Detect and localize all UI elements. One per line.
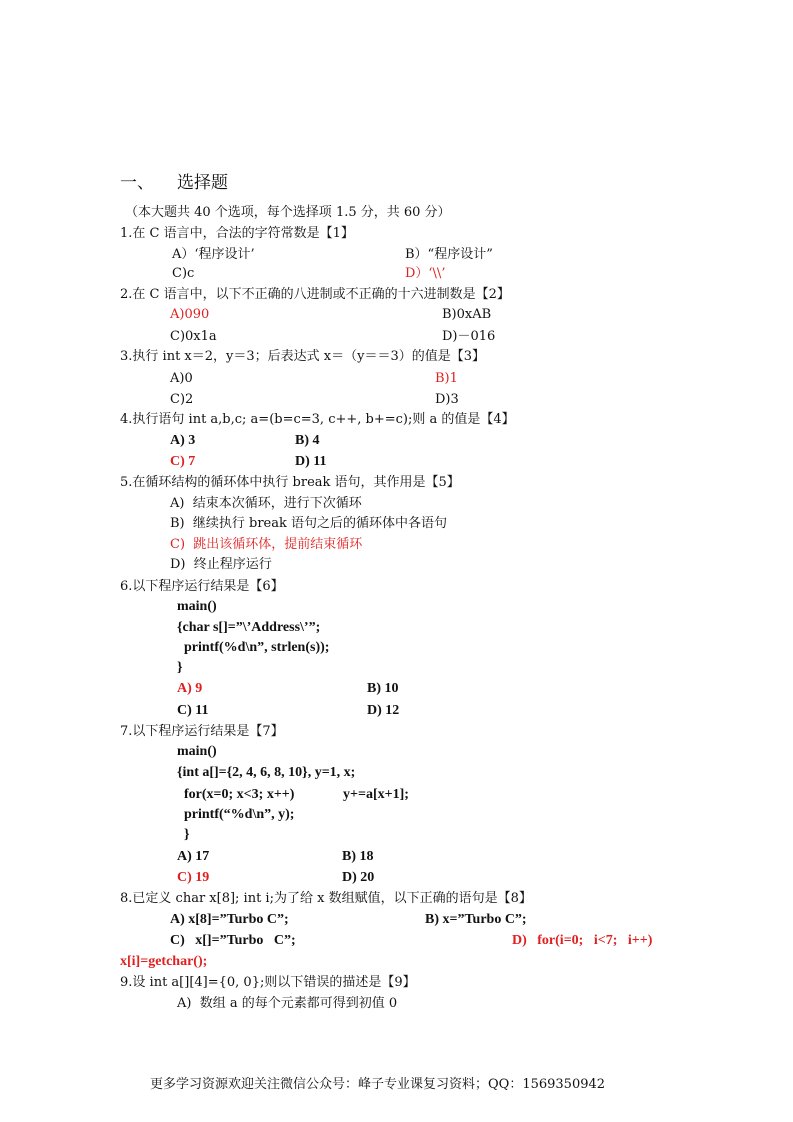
- q6-code-line: main(): [177, 599, 217, 614]
- q8-option-d-answer-cont: x[i]=getchar();: [120, 954, 208, 969]
- q1-option-a: A）‘程序设计’: [172, 247, 255, 262]
- q5-option-d: D) 终止程序运行: [170, 557, 272, 572]
- q7-code-line: {int a[]={2, 4, 6, 8, 10}, y=1, x;: [177, 765, 356, 780]
- q2-option-a-answer: A)090: [170, 307, 210, 322]
- q6-option-a-answer: A) 9: [177, 681, 203, 696]
- q3-option-d: D)3: [435, 392, 459, 407]
- q6-code-line: }: [177, 660, 183, 675]
- q6-option-c: C) 11: [177, 703, 209, 718]
- question-6-stem: 6.以下程序运行结果是【6】: [120, 579, 284, 594]
- q5-option-c-answer: C) 跳出该循环体，提前结束循环: [170, 537, 363, 552]
- q7-option-a: A) 17: [177, 849, 210, 864]
- q4-option-a: A) 3: [170, 433, 196, 448]
- question-1-stem: 1.在 C 语言中，合法的字符常数是【1】: [120, 226, 354, 241]
- question-5-stem: 5.在循环结构的循环体中执行 break 语句，其作用是【5】: [120, 475, 460, 490]
- q2-option-b: B)0xAB: [442, 307, 492, 322]
- q4-option-c-answer: C) 7: [170, 454, 196, 469]
- q6-code-line: printf(%d\n”, strlen(s));: [177, 640, 330, 655]
- q9-option-a: A) 数组 a 的每个元素都可得到初值 0: [177, 996, 398, 1011]
- q5-option-a: A) 结束本次循环，进行下次循环: [170, 496, 362, 511]
- question-2-stem: 2.在 C 语言中，以下不正确的八进制或不正确的十六进制数是【2】: [120, 287, 510, 302]
- section-number: 一、: [120, 173, 154, 193]
- q8-option-d-answer: D) for(i=0; i<7; i++): [512, 933, 653, 948]
- q4-option-b: B) 4: [295, 433, 320, 448]
- question-9-stem: 9.设 int a[][4]={0, 0};则以下错误的描述是【9】: [120, 975, 416, 990]
- q6-option-d: D) 12: [367, 703, 400, 718]
- q8-option-a: A) x[8]=”Turbo C”;: [170, 912, 289, 927]
- footer-text: 更多学习资源欢迎关注微信公众号：峰子专业课复习资料；QQ：1569350942: [150, 1077, 606, 1092]
- q4-option-d: D) 11: [295, 454, 327, 469]
- q1-option-b: B）“程序设计”: [405, 247, 493, 262]
- q7-option-b: B) 18: [342, 849, 374, 864]
- q2-option-d: D)－016: [442, 329, 496, 344]
- q1-option-c: C)c: [172, 266, 195, 281]
- q7-option-d: D) 20: [342, 870, 375, 885]
- q7-code-line: y+=a[x+1];: [343, 787, 409, 802]
- q3-option-c: C)2: [170, 392, 194, 407]
- section-note: （本大题共 40 个选项，每个选择项 1.5 分，共 60 分）: [125, 205, 451, 220]
- q7-code-line: }: [177, 827, 190, 842]
- question-3-stem: 3.执行 int x＝2，y＝3；后表达式 x＝（y＝＝3）的值是【3】: [120, 349, 485, 364]
- q7-code-line: printf(“%d\n”, y);: [177, 807, 295, 822]
- q7-code-line: for(x=0; x<3; x++): [177, 787, 295, 802]
- q3-option-b-answer: B)1: [435, 371, 458, 386]
- q8-option-b: B) x=”Turbo C”;: [425, 912, 527, 927]
- question-7-stem: 7.以下程序运行结果是【7】: [120, 724, 284, 739]
- question-8-stem: 8.已定义 char x[8]; int i;为了给 x 数组赋值，以下正确的语句是【8】: [120, 891, 532, 906]
- q2-option-c: C)0x1a: [170, 329, 217, 344]
- q3-option-a: A)0: [170, 371, 193, 386]
- q6-option-b: B) 10: [367, 681, 399, 696]
- q6-code-line: {char s[]=”\’Address\’”;: [177, 620, 321, 635]
- q5-option-b: B) 继续执行 break 语句之后的循环体中各语句: [170, 516, 448, 531]
- q8-option-c: C) x[]=”Turbo C”;: [170, 933, 296, 948]
- section-title: 选择题: [177, 173, 228, 193]
- q7-code-line: main(): [177, 744, 217, 759]
- q7-option-c-answer: C) 19: [177, 870, 210, 885]
- question-4-stem: 4.执行语句 int a,b,c; a=(b=c=3, c++, b+=c);则 a 的值是【4】: [120, 412, 515, 427]
- q1-option-d-answer: D）‘\\’: [405, 266, 446, 281]
